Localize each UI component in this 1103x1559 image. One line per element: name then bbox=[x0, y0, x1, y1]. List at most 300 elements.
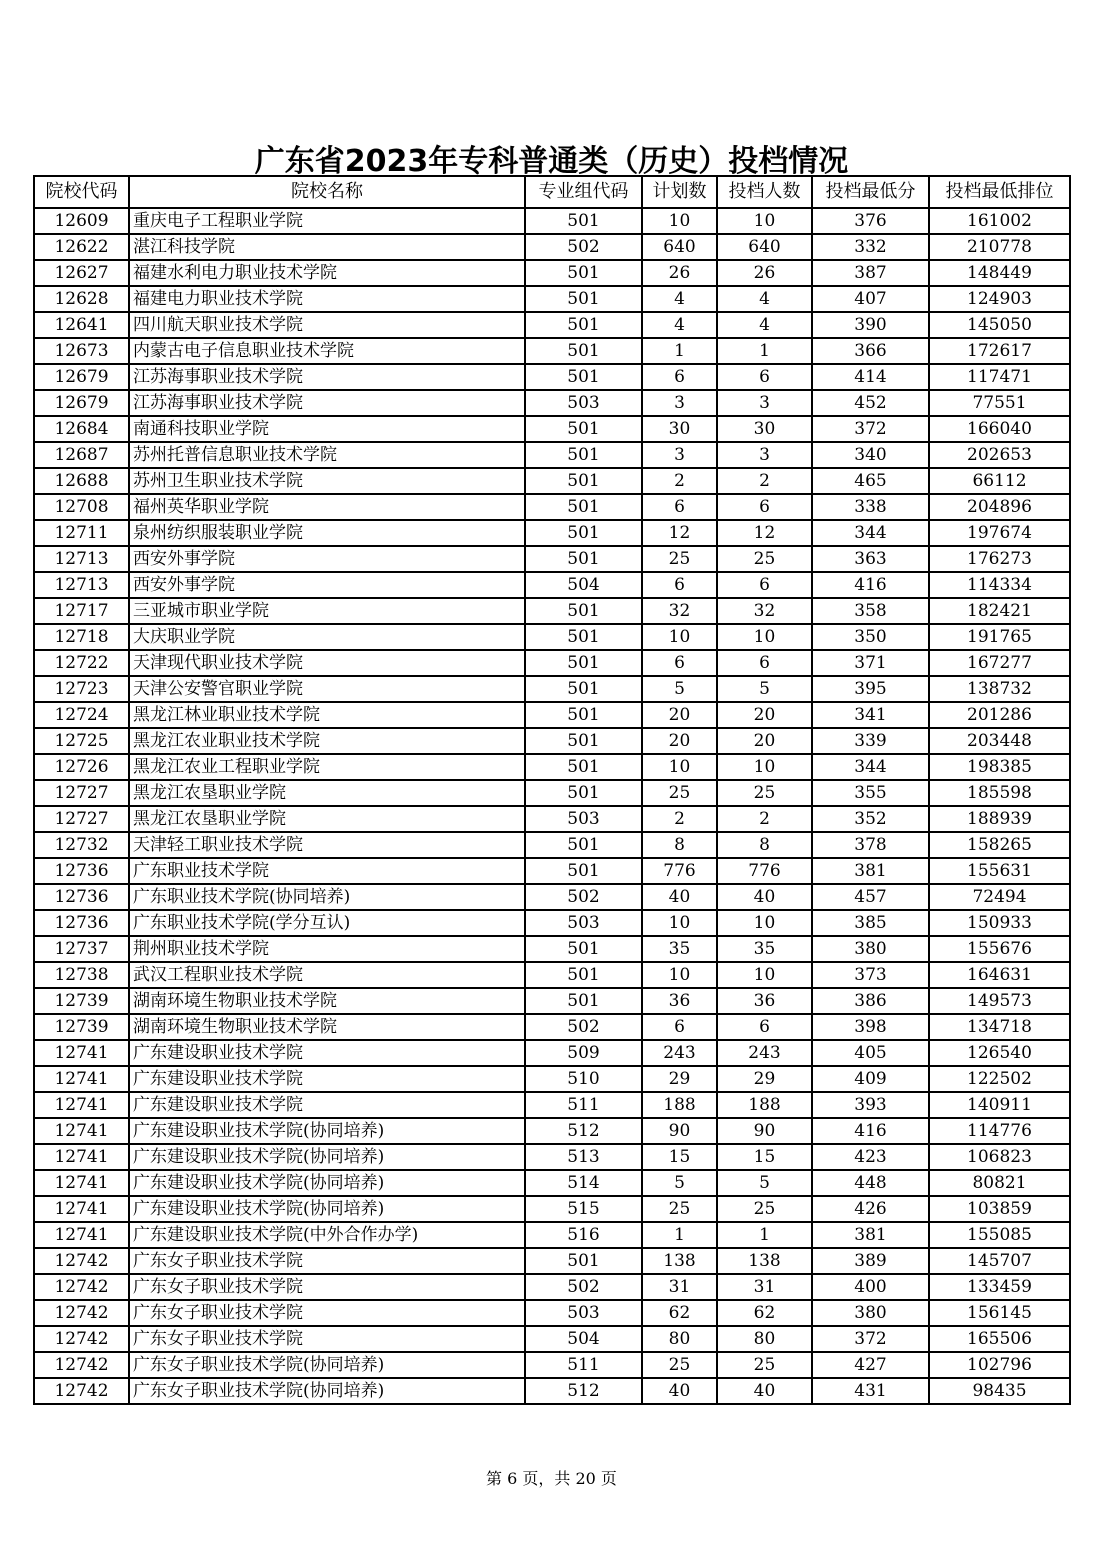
admitted-count-cell: 776 bbox=[717, 858, 812, 884]
school-name-cell: 广东女子职业技术学院(协同培养) bbox=[129, 1352, 525, 1378]
min-score-cell: 350 bbox=[812, 624, 929, 650]
admitted-count-cell: 25 bbox=[717, 546, 812, 572]
min-score-cell: 381 bbox=[812, 858, 929, 884]
school-code-cell: 12742 bbox=[34, 1300, 129, 1326]
min-score-cell: 344 bbox=[812, 754, 929, 780]
admitted-count-cell: 188 bbox=[717, 1092, 812, 1118]
min-score-cell: 373 bbox=[812, 962, 929, 988]
group-code-cell: 501 bbox=[525, 416, 642, 442]
plan-count-cell: 3 bbox=[642, 442, 717, 468]
school-code-cell: 12741 bbox=[34, 1040, 129, 1066]
school-code-cell: 12726 bbox=[34, 754, 129, 780]
plan-count-cell: 2 bbox=[642, 806, 717, 832]
group-code-cell: 504 bbox=[525, 1326, 642, 1352]
table-row bbox=[34, 598, 1070, 624]
table-row bbox=[34, 1300, 1070, 1326]
min-rank-cell: 134718 bbox=[929, 1014, 1070, 1040]
school-code-cell: 12741 bbox=[34, 1118, 129, 1144]
school-code-cell: 12737 bbox=[34, 936, 129, 962]
school-code-cell: 12732 bbox=[34, 832, 129, 858]
min-rank-cell: 155631 bbox=[929, 858, 1070, 884]
min-rank-cell: 172617 bbox=[929, 338, 1070, 364]
table-row bbox=[34, 650, 1070, 676]
plan-count-cell: 6 bbox=[642, 364, 717, 390]
table-row bbox=[34, 936, 1070, 962]
min-score-cell: 339 bbox=[812, 728, 929, 754]
table-row bbox=[34, 676, 1070, 702]
plan-count-cell: 6 bbox=[642, 650, 717, 676]
min-score-cell: 416 bbox=[812, 572, 929, 598]
table-row bbox=[34, 338, 1070, 364]
table-row bbox=[34, 702, 1070, 728]
admitted-count-cell: 40 bbox=[717, 884, 812, 910]
min-score-cell: 457 bbox=[812, 884, 929, 910]
school-code-cell: 12622 bbox=[34, 234, 129, 260]
group-code-cell: 503 bbox=[525, 806, 642, 832]
admitted-count-cell: 6 bbox=[717, 1014, 812, 1040]
school-name-cell: 广东建设职业技术学院 bbox=[129, 1040, 525, 1066]
plan-count-cell: 26 bbox=[642, 260, 717, 286]
min-score-cell: 431 bbox=[812, 1378, 929, 1404]
plan-count-cell: 10 bbox=[642, 962, 717, 988]
table-row bbox=[34, 1222, 1070, 1248]
school-code-cell: 12628 bbox=[34, 286, 129, 312]
min-score-cell: 465 bbox=[812, 468, 929, 494]
plan-count-cell: 20 bbox=[642, 702, 717, 728]
plan-count-cell: 4 bbox=[642, 312, 717, 338]
min-score-cell: 358 bbox=[812, 598, 929, 624]
group-code-cell: 501 bbox=[525, 286, 642, 312]
school-name-cell: 广东建设职业技术学院(协同培养) bbox=[129, 1118, 525, 1144]
school-name-cell: 广东建设职业技术学院 bbox=[129, 1066, 525, 1092]
school-name-cell: 江苏海事职业技术学院 bbox=[129, 390, 525, 416]
min-rank-cell: 188939 bbox=[929, 806, 1070, 832]
min-score-cell: 395 bbox=[812, 676, 929, 702]
school-name-cell: 天津公安警官职业学院 bbox=[129, 676, 525, 702]
admitted-count-cell: 243 bbox=[717, 1040, 812, 1066]
min-score-cell: 332 bbox=[812, 234, 929, 260]
header-min-rank: 投档最低排位 bbox=[929, 176, 1070, 208]
admitted-count-cell: 10 bbox=[717, 962, 812, 988]
min-rank-cell: 140911 bbox=[929, 1092, 1070, 1118]
min-score-cell: 405 bbox=[812, 1040, 929, 1066]
min-rank-cell: 148449 bbox=[929, 260, 1070, 286]
group-code-cell: 501 bbox=[525, 702, 642, 728]
min-score-cell: 386 bbox=[812, 988, 929, 1014]
min-score-cell: 416 bbox=[812, 1118, 929, 1144]
admitted-count-cell: 32 bbox=[717, 598, 812, 624]
min-rank-cell: 117471 bbox=[929, 364, 1070, 390]
plan-count-cell: 25 bbox=[642, 1196, 717, 1222]
school-code-cell: 12741 bbox=[34, 1196, 129, 1222]
group-code-cell: 503 bbox=[525, 390, 642, 416]
school-code-cell: 12609 bbox=[34, 208, 129, 234]
table-header-row bbox=[34, 176, 1070, 208]
school-name-cell: 广东女子职业技术学院 bbox=[129, 1326, 525, 1352]
table-row bbox=[34, 1014, 1070, 1040]
min-rank-cell: 122502 bbox=[929, 1066, 1070, 1092]
group-code-cell: 501 bbox=[525, 1248, 642, 1274]
min-rank-cell: 103859 bbox=[929, 1196, 1070, 1222]
table-row bbox=[34, 1118, 1070, 1144]
group-code-cell: 502 bbox=[525, 1274, 642, 1300]
table-row bbox=[34, 390, 1070, 416]
min-rank-cell: 158265 bbox=[929, 832, 1070, 858]
school-name-cell: 黑龙江林业职业技术学院 bbox=[129, 702, 525, 728]
plan-count-cell: 25 bbox=[642, 546, 717, 572]
plan-count-cell: 6 bbox=[642, 1014, 717, 1040]
group-code-cell: 501 bbox=[525, 260, 642, 286]
min-score-cell: 381 bbox=[812, 1222, 929, 1248]
school-name-cell: 广东女子职业技术学院 bbox=[129, 1274, 525, 1300]
min-rank-cell: 114776 bbox=[929, 1118, 1070, 1144]
table-row bbox=[34, 754, 1070, 780]
table-row bbox=[34, 780, 1070, 806]
plan-count-cell: 15 bbox=[642, 1144, 717, 1170]
admitted-count-cell: 25 bbox=[717, 1352, 812, 1378]
table-row bbox=[34, 1378, 1070, 1404]
min-score-cell: 448 bbox=[812, 1170, 929, 1196]
group-code-cell: 501 bbox=[525, 468, 642, 494]
plan-count-cell: 10 bbox=[642, 624, 717, 650]
school-name-cell: 江苏海事职业技术学院 bbox=[129, 364, 525, 390]
admitted-count-cell: 5 bbox=[717, 676, 812, 702]
min-score-cell: 355 bbox=[812, 780, 929, 806]
min-rank-cell: 98435 bbox=[929, 1378, 1070, 1404]
min-rank-cell: 80821 bbox=[929, 1170, 1070, 1196]
group-code-cell: 501 bbox=[525, 208, 642, 234]
min-score-cell: 366 bbox=[812, 338, 929, 364]
school-name-cell: 苏州托普信息职业技术学院 bbox=[129, 442, 525, 468]
min-score-cell: 427 bbox=[812, 1352, 929, 1378]
min-rank-cell: 66112 bbox=[929, 468, 1070, 494]
table-row bbox=[34, 910, 1070, 936]
group-code-cell: 511 bbox=[525, 1092, 642, 1118]
min-rank-cell: 203448 bbox=[929, 728, 1070, 754]
school-name-cell: 广东职业技术学院 bbox=[129, 858, 525, 884]
plan-count-cell: 8 bbox=[642, 832, 717, 858]
min-rank-cell: 164631 bbox=[929, 962, 1070, 988]
plan-count-cell: 40 bbox=[642, 1378, 717, 1404]
min-rank-cell: 202653 bbox=[929, 442, 1070, 468]
min-rank-cell: 198385 bbox=[929, 754, 1070, 780]
table-row bbox=[34, 858, 1070, 884]
plan-count-cell: 5 bbox=[642, 676, 717, 702]
min-score-cell: 352 bbox=[812, 806, 929, 832]
min-rank-cell: 133459 bbox=[929, 1274, 1070, 1300]
school-name-cell: 湖南环境生物职业技术学院 bbox=[129, 988, 525, 1014]
group-code-cell: 502 bbox=[525, 1014, 642, 1040]
plan-count-cell: 5 bbox=[642, 1170, 717, 1196]
school-name-cell: 广东女子职业技术学院 bbox=[129, 1300, 525, 1326]
school-code-cell: 12627 bbox=[34, 260, 129, 286]
min-rank-cell: 126540 bbox=[929, 1040, 1070, 1066]
header-admitted-count: 投档人数 bbox=[717, 176, 812, 208]
school-code-cell: 12742 bbox=[34, 1378, 129, 1404]
min-rank-cell: 145707 bbox=[929, 1248, 1070, 1274]
school-name-cell: 广东职业技术学院(学分互认) bbox=[129, 910, 525, 936]
table-row bbox=[34, 286, 1070, 312]
plan-count-cell: 138 bbox=[642, 1248, 717, 1274]
school-code-cell: 12741 bbox=[34, 1170, 129, 1196]
admitted-count-cell: 10 bbox=[717, 624, 812, 650]
plan-count-cell: 12 bbox=[642, 520, 717, 546]
plan-count-cell: 35 bbox=[642, 936, 717, 962]
admitted-count-cell: 6 bbox=[717, 494, 812, 520]
header-min-score: 投档最低分 bbox=[812, 176, 929, 208]
school-code-cell: 12722 bbox=[34, 650, 129, 676]
school-name-cell: 重庆电子工程职业学院 bbox=[129, 208, 525, 234]
min-rank-cell: 149573 bbox=[929, 988, 1070, 1014]
admitted-count-cell: 40 bbox=[717, 1378, 812, 1404]
header-plan-count: 计划数 bbox=[642, 176, 717, 208]
table-row bbox=[34, 1352, 1070, 1378]
table-row bbox=[34, 1144, 1070, 1170]
school-code-cell: 12741 bbox=[34, 1066, 129, 1092]
group-code-cell: 501 bbox=[525, 936, 642, 962]
table-row bbox=[34, 442, 1070, 468]
min-score-cell: 363 bbox=[812, 546, 929, 572]
admitted-count-cell: 30 bbox=[717, 416, 812, 442]
min-rank-cell: 150933 bbox=[929, 910, 1070, 936]
min-score-cell: 338 bbox=[812, 494, 929, 520]
admitted-count-cell: 20 bbox=[717, 728, 812, 754]
plan-count-cell: 1 bbox=[642, 1222, 717, 1248]
admitted-count-cell: 5 bbox=[717, 1170, 812, 1196]
school-name-cell: 苏州卫生职业技术学院 bbox=[129, 468, 525, 494]
min-rank-cell: 106823 bbox=[929, 1144, 1070, 1170]
school-name-cell: 广东建设职业技术学院(协同培养) bbox=[129, 1196, 525, 1222]
school-code-cell: 12741 bbox=[34, 1144, 129, 1170]
plan-count-cell: 6 bbox=[642, 494, 717, 520]
admitted-count-cell: 6 bbox=[717, 364, 812, 390]
min-rank-cell: 166040 bbox=[929, 416, 1070, 442]
school-code-cell: 12673 bbox=[34, 338, 129, 364]
school-name-cell: 武汉工程职业技术学院 bbox=[129, 962, 525, 988]
admitted-count-cell: 8 bbox=[717, 832, 812, 858]
min-rank-cell: 191765 bbox=[929, 624, 1070, 650]
plan-count-cell: 640 bbox=[642, 234, 717, 260]
school-name-cell: 广东女子职业技术学院 bbox=[129, 1248, 525, 1274]
admitted-count-cell: 26 bbox=[717, 260, 812, 286]
school-name-cell: 西安外事学院 bbox=[129, 572, 525, 598]
plan-count-cell: 80 bbox=[642, 1326, 717, 1352]
min-rank-cell: 201286 bbox=[929, 702, 1070, 728]
header-school-code: 院校代码 bbox=[34, 176, 129, 208]
plan-count-cell: 6 bbox=[642, 572, 717, 598]
table-row bbox=[34, 1248, 1070, 1274]
school-code-cell: 12742 bbox=[34, 1274, 129, 1300]
min-score-cell: 378 bbox=[812, 832, 929, 858]
plan-count-cell: 243 bbox=[642, 1040, 717, 1066]
plan-count-cell: 90 bbox=[642, 1118, 717, 1144]
min-rank-cell: 197674 bbox=[929, 520, 1070, 546]
admitted-count-cell: 25 bbox=[717, 1196, 812, 1222]
school-name-cell: 南通科技职业学院 bbox=[129, 416, 525, 442]
min-score-cell: 389 bbox=[812, 1248, 929, 1274]
plan-count-cell: 776 bbox=[642, 858, 717, 884]
group-code-cell: 501 bbox=[525, 364, 642, 390]
min-score-cell: 340 bbox=[812, 442, 929, 468]
table-row bbox=[34, 312, 1070, 338]
plan-count-cell: 10 bbox=[642, 910, 717, 936]
table-row bbox=[34, 806, 1070, 832]
school-name-cell: 泉州纺织服装职业学院 bbox=[129, 520, 525, 546]
school-name-cell: 广东建设职业技术学院(中外合作办学) bbox=[129, 1222, 525, 1248]
min-rank-cell: 72494 bbox=[929, 884, 1070, 910]
school-code-cell: 12717 bbox=[34, 598, 129, 624]
plan-count-cell: 31 bbox=[642, 1274, 717, 1300]
min-rank-cell: 204896 bbox=[929, 494, 1070, 520]
school-code-cell: 12724 bbox=[34, 702, 129, 728]
school-name-cell: 广东职业技术学院(协同培养) bbox=[129, 884, 525, 910]
plan-count-cell: 1 bbox=[642, 338, 717, 364]
admitted-count-cell: 4 bbox=[717, 312, 812, 338]
group-code-cell: 501 bbox=[525, 338, 642, 364]
group-code-cell: 514 bbox=[525, 1170, 642, 1196]
group-code-cell: 501 bbox=[525, 832, 642, 858]
group-code-cell: 510 bbox=[525, 1066, 642, 1092]
min-rank-cell: 114334 bbox=[929, 572, 1070, 598]
min-rank-cell: 77551 bbox=[929, 390, 1070, 416]
group-code-cell: 504 bbox=[525, 572, 642, 598]
plan-count-cell: 62 bbox=[642, 1300, 717, 1326]
min-rank-cell: 210778 bbox=[929, 234, 1070, 260]
table-row bbox=[34, 1274, 1070, 1300]
group-code-cell: 501 bbox=[525, 728, 642, 754]
school-name-cell: 内蒙古电子信息职业技术学院 bbox=[129, 338, 525, 364]
plan-count-cell: 36 bbox=[642, 988, 717, 1014]
plan-count-cell: 25 bbox=[642, 1352, 717, 1378]
min-score-cell: 344 bbox=[812, 520, 929, 546]
min-score-cell: 400 bbox=[812, 1274, 929, 1300]
plan-count-cell: 25 bbox=[642, 780, 717, 806]
school-name-cell: 黑龙江农垦职业学院 bbox=[129, 806, 525, 832]
admitted-count-cell: 80 bbox=[717, 1326, 812, 1352]
admitted-count-cell: 6 bbox=[717, 650, 812, 676]
plan-count-cell: 3 bbox=[642, 390, 717, 416]
group-code-cell: 512 bbox=[525, 1118, 642, 1144]
table-row bbox=[34, 988, 1070, 1014]
school-name-cell: 天津轻工职业技术学院 bbox=[129, 832, 525, 858]
plan-count-cell: 40 bbox=[642, 884, 717, 910]
min-score-cell: 426 bbox=[812, 1196, 929, 1222]
school-code-cell: 12679 bbox=[34, 364, 129, 390]
min-rank-cell: 165506 bbox=[929, 1326, 1070, 1352]
min-score-cell: 393 bbox=[812, 1092, 929, 1118]
group-code-cell: 511 bbox=[525, 1352, 642, 1378]
school-name-cell: 黑龙江农业工程职业学院 bbox=[129, 754, 525, 780]
group-code-cell: 501 bbox=[525, 650, 642, 676]
min-score-cell: 387 bbox=[812, 260, 929, 286]
min-rank-cell: 167277 bbox=[929, 650, 1070, 676]
min-score-cell: 409 bbox=[812, 1066, 929, 1092]
min-score-cell: 414 bbox=[812, 364, 929, 390]
admitted-count-cell: 12 bbox=[717, 520, 812, 546]
min-rank-cell: 185598 bbox=[929, 780, 1070, 806]
group-code-cell: 501 bbox=[525, 312, 642, 338]
header-group-code: 专业组代码 bbox=[525, 176, 642, 208]
school-name-cell: 广东女子职业技术学院(协同培养) bbox=[129, 1378, 525, 1404]
header-school-name: 院校名称 bbox=[129, 176, 525, 208]
table-row bbox=[34, 1092, 1070, 1118]
table-row bbox=[34, 962, 1070, 988]
group-code-cell: 501 bbox=[525, 442, 642, 468]
table-row bbox=[34, 1326, 1070, 1352]
admitted-count-cell: 29 bbox=[717, 1066, 812, 1092]
min-rank-cell: 102796 bbox=[929, 1352, 1070, 1378]
school-name-cell: 湛江科技学院 bbox=[129, 234, 525, 260]
table-row bbox=[34, 884, 1070, 910]
plan-count-cell: 29 bbox=[642, 1066, 717, 1092]
table-row bbox=[34, 1040, 1070, 1066]
min-rank-cell: 155676 bbox=[929, 936, 1070, 962]
school-code-cell: 12713 bbox=[34, 546, 129, 572]
admitted-count-cell: 31 bbox=[717, 1274, 812, 1300]
plan-count-cell: 4 bbox=[642, 286, 717, 312]
school-code-cell: 12679 bbox=[34, 390, 129, 416]
min-rank-cell: 161002 bbox=[929, 208, 1070, 234]
table-row bbox=[34, 520, 1070, 546]
school-code-cell: 12727 bbox=[34, 806, 129, 832]
admitted-count-cell: 10 bbox=[717, 754, 812, 780]
admitted-count-cell: 10 bbox=[717, 910, 812, 936]
min-score-cell: 376 bbox=[812, 208, 929, 234]
table-body bbox=[34, 208, 1070, 1404]
min-rank-cell: 124903 bbox=[929, 286, 1070, 312]
school-code-cell: 12708 bbox=[34, 494, 129, 520]
table-row bbox=[34, 728, 1070, 754]
school-name-cell: 大庆职业学院 bbox=[129, 624, 525, 650]
school-name-cell: 广东建设职业技术学院 bbox=[129, 1092, 525, 1118]
min-score-cell: 372 bbox=[812, 416, 929, 442]
table-row bbox=[34, 1170, 1070, 1196]
plan-count-cell: 2 bbox=[642, 468, 717, 494]
school-code-cell: 12741 bbox=[34, 1092, 129, 1118]
table-row bbox=[34, 546, 1070, 572]
admitted-count-cell: 36 bbox=[717, 988, 812, 1014]
group-code-cell: 509 bbox=[525, 1040, 642, 1066]
school-name-cell: 福建电力职业技术学院 bbox=[129, 286, 525, 312]
plan-count-cell: 188 bbox=[642, 1092, 717, 1118]
group-code-cell: 501 bbox=[525, 780, 642, 806]
school-code-cell: 12641 bbox=[34, 312, 129, 338]
min-rank-cell: 182421 bbox=[929, 598, 1070, 624]
school-name-cell: 天津现代职业技术学院 bbox=[129, 650, 525, 676]
admitted-count-cell: 10 bbox=[717, 208, 812, 234]
group-code-cell: 501 bbox=[525, 962, 642, 988]
group-code-cell: 501 bbox=[525, 520, 642, 546]
school-code-cell: 12718 bbox=[34, 624, 129, 650]
school-code-cell: 12684 bbox=[34, 416, 129, 442]
group-code-cell: 501 bbox=[525, 676, 642, 702]
table-row bbox=[34, 832, 1070, 858]
plan-count-cell: 20 bbox=[642, 728, 717, 754]
group-code-cell: 502 bbox=[525, 234, 642, 260]
school-code-cell: 12688 bbox=[34, 468, 129, 494]
admitted-count-cell: 20 bbox=[717, 702, 812, 728]
min-score-cell: 341 bbox=[812, 702, 929, 728]
school-name-cell: 福建水利电力职业技术学院 bbox=[129, 260, 525, 286]
admitted-count-cell: 1 bbox=[717, 1222, 812, 1248]
table-row bbox=[34, 624, 1070, 650]
page-number: 第 6 页，共 20 页 bbox=[486, 1469, 617, 1488]
min-score-cell: 380 bbox=[812, 1300, 929, 1326]
school-name-cell: 黑龙江农垦职业学院 bbox=[129, 780, 525, 806]
min-rank-cell: 145050 bbox=[929, 312, 1070, 338]
min-score-cell: 372 bbox=[812, 1326, 929, 1352]
group-code-cell: 515 bbox=[525, 1196, 642, 1222]
